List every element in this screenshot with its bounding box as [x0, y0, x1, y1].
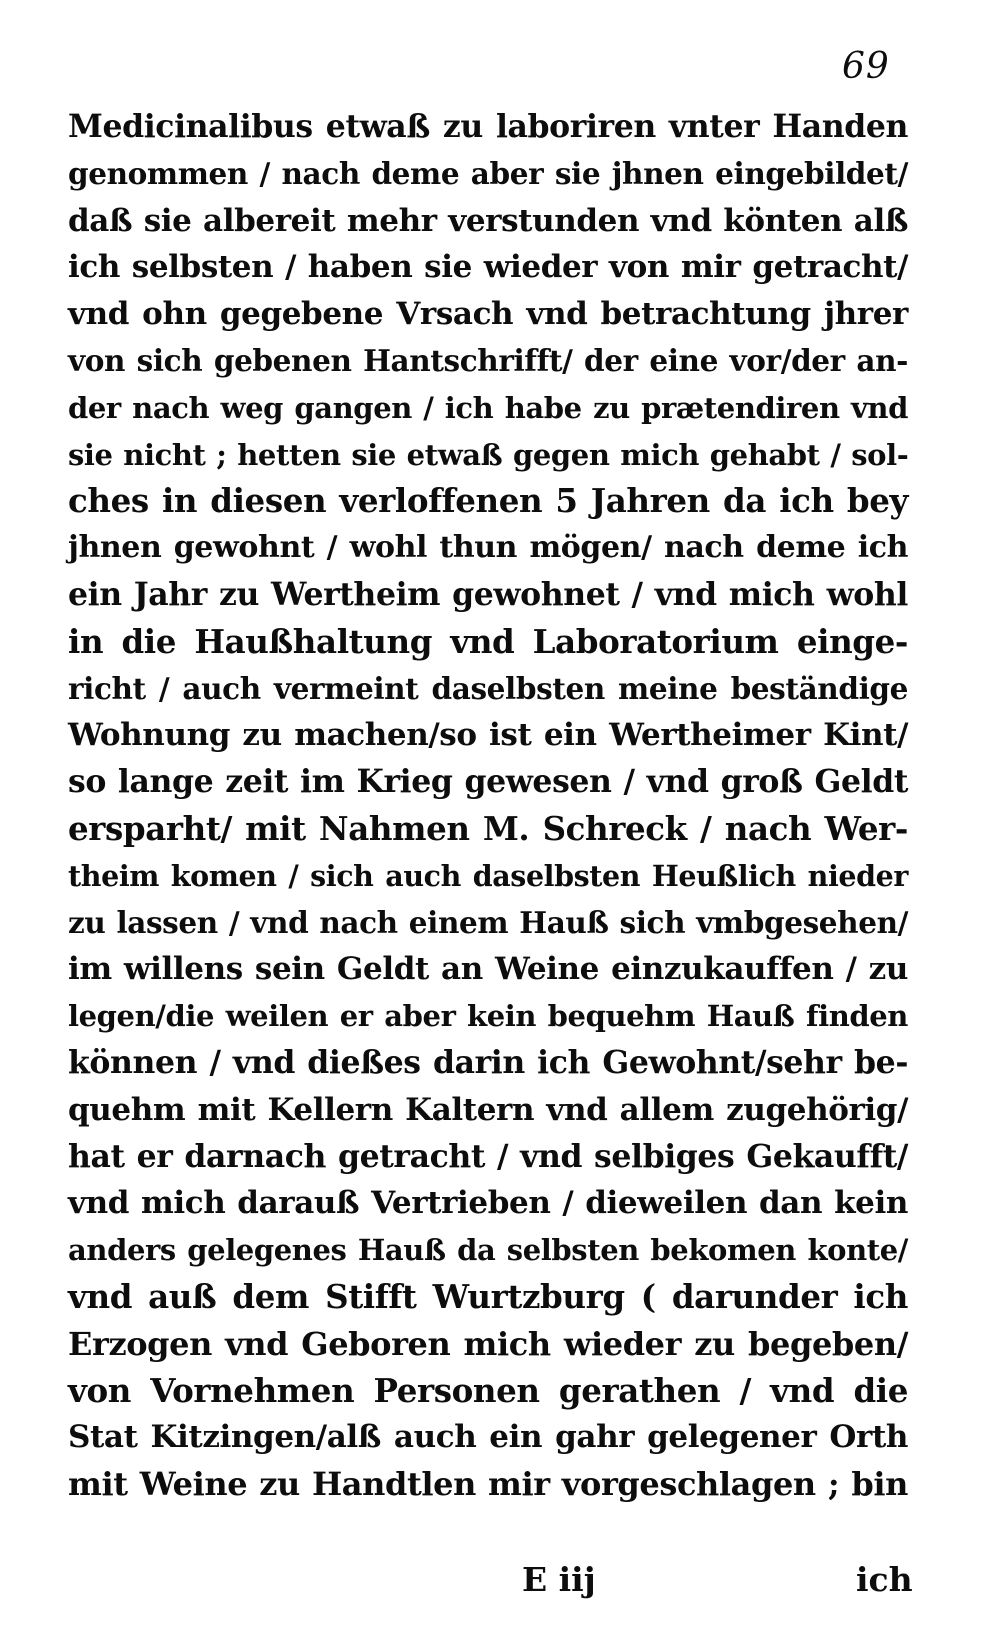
text-line: genommen / nach deme aber sie jhnen eingebildet/ [68, 155, 908, 191]
text-line: legen/die weilen er aber kein bequehm Hauß finden [68, 999, 908, 1034]
text-line: im willens sein Geldt an Weine einzukauffen / zu [68, 951, 908, 988]
text-line: ersparht/ mit Nahmen M. Schreck / nach Wer- [68, 808, 908, 848]
text-line: können / vnd dießes darin ich Gewohnt/sehr be- [68, 1043, 908, 1081]
text-line: Erzogen vnd Geboren mich wieder zu begeben/ [68, 1324, 908, 1363]
text-line: zu lassen / vnd nach einem Hauß sich vmbgesehen/ [68, 904, 908, 940]
text-line: ches in diesen verloffenen 5 Jahren da ich bey [68, 481, 908, 521]
text-line: Stat Kitzingen/alß auch ein gahr gelegener Orth [68, 1419, 908, 1456]
text-line: daß sie albereit mehr verstunden vnd könten alß [68, 202, 908, 239]
body-text [68, 104, 908, 1508]
text-line: in die Haußhaltung vnd Laboratorium einge- [68, 621, 908, 661]
text-line: Medicinalibus etwaß zu laboriren vnter Handen [68, 108, 908, 145]
page-number: 69 [842, 46, 890, 87]
text-line: anders gelegenes Hauß da selbsten bekomen konte/ [68, 1233, 908, 1268]
text-line: vnd mich darauß Vertrieben / dieweilen dan kein [68, 1185, 908, 1222]
text-line: quehm mit Kellern Kaltern vnd allem zugehörig/ [68, 1091, 908, 1128]
text-line: theim komen / sich auch daselbsten Heußlich nieder [68, 858, 908, 893]
text-line: von Vornehmen Personen gerathen / vnd die [68, 1370, 908, 1410]
text-line: vnd auß dem Stifft Wurtzburg ( darunder ich [68, 1276, 908, 1316]
text-line: so lange zeit im Krieg gewesen / vnd groß Geldt [68, 763, 908, 801]
text-line: hat er darnach getracht / vnd selbiges Gekaufft/ [68, 1137, 908, 1175]
text-line: Wohnung zu machen/so ist ein Wertheimer Kint/ [68, 717, 908, 754]
text-line: vnd ohn gegebene Vrsach vnd betrachtung jhrer [68, 296, 908, 333]
text-line: sie nicht ; hetten sie etwaß gegen mich gehabt / sol- [68, 437, 909, 472]
text-line: von sich gebenen Hantschrifft/ der eine vor/der an- [68, 342, 908, 378]
signature-mark: E iij [522, 1560, 596, 1599]
catchword: ich [856, 1560, 913, 1599]
text-line: ein Jahr zu Wertheim gewohnet / vnd mich wohl [68, 575, 908, 613]
page-footer [0, 1560, 1000, 1610]
text-line: richt / auch vermeint daselbsten meine beständige [68, 670, 908, 706]
text-line: der nach weg gangen / ich habe zu prætendiren vnd [68, 390, 908, 425]
text-line: jhnen gewohnt / wohl thun mögen/ nach deme ich [68, 530, 908, 566]
text-line: ich selbsten / haben sie wieder von mir getracht/ [68, 249, 908, 286]
text-line: mit Weine zu Handtlen mir vorgeschlagen ; bin [68, 1465, 908, 1504]
